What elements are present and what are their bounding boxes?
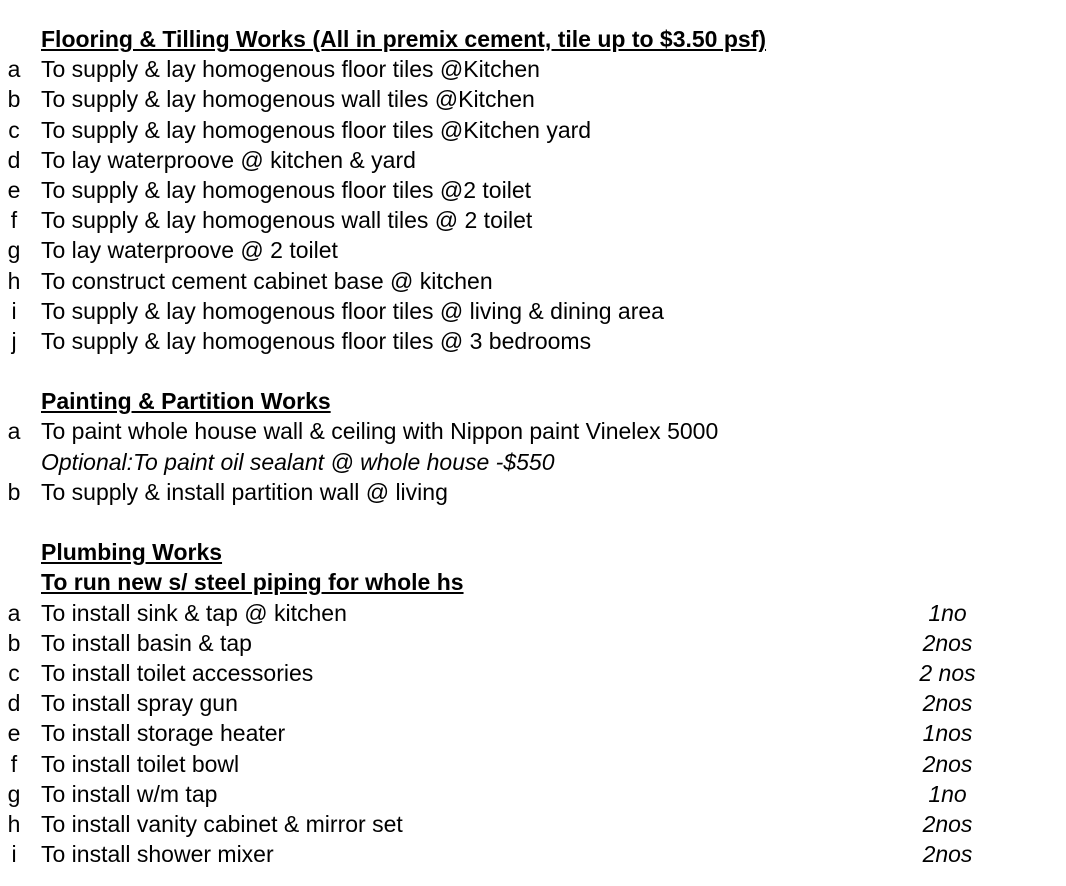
line-item-row bbox=[0, 718, 1066, 748]
item-letter: d bbox=[7, 146, 21, 173]
line-item-row bbox=[0, 235, 1066, 265]
item-letter: e bbox=[7, 720, 21, 747]
item-letter: h bbox=[7, 810, 21, 837]
item-letter: a bbox=[7, 56, 21, 83]
section-heading bbox=[0, 386, 1066, 416]
item-description: To install storage heater bbox=[41, 720, 286, 747]
item-description: To supply & install partition wall @ living bbox=[41, 478, 448, 505]
item-description: To construct cement cabinet base @ kitchen bbox=[41, 267, 493, 294]
painting-partition-section bbox=[0, 386, 1066, 537]
line-item-row bbox=[0, 175, 1066, 205]
item-letter: j bbox=[11, 327, 17, 354]
line-item-row bbox=[0, 84, 1066, 114]
item-quantity: 2nos bbox=[922, 690, 973, 717]
heading-text: Flooring & Tilling Works (All in premix cement, tile up to $3.50 psf) bbox=[41, 26, 767, 52]
item-quantity: 2nos bbox=[922, 810, 973, 837]
line-item-row bbox=[0, 416, 1066, 446]
item-description: Optional:To paint oil sealant @ whole house -$550 bbox=[41, 448, 555, 475]
item-quantity: 2nos bbox=[922, 750, 973, 777]
section-heading bbox=[0, 537, 1066, 567]
item-letter: d bbox=[7, 690, 21, 717]
item-letter: f bbox=[10, 750, 18, 777]
item-description: To supply & lay homogenous floor tiles @ living & dining area bbox=[41, 297, 664, 324]
item-quantity: 2nos bbox=[922, 841, 973, 868]
item-description: To supply & lay homogenous wall tiles @Kitchen bbox=[41, 86, 535, 113]
line-item-row bbox=[0, 598, 1066, 628]
item-letter: e bbox=[7, 176, 21, 203]
item-letter: i bbox=[11, 841, 17, 868]
blank-row bbox=[0, 356, 1066, 386]
line-item-row bbox=[0, 266, 1066, 296]
item-letter: h bbox=[7, 267, 21, 294]
item-letter: c bbox=[8, 116, 20, 143]
line-item-row bbox=[0, 749, 1066, 779]
item-description: To supply & lay homogenous floor tiles @2 toilet bbox=[41, 176, 531, 203]
line-item-row bbox=[0, 326, 1066, 356]
item-description: To install spray gun bbox=[41, 690, 238, 717]
item-letter: g bbox=[7, 780, 21, 807]
item-letter: c bbox=[8, 659, 20, 686]
item-quantity: 1nos bbox=[922, 720, 973, 747]
line-item-row bbox=[0, 628, 1066, 658]
item-description: To install basin & tap bbox=[41, 629, 252, 656]
item-quantity: 1no bbox=[928, 599, 967, 626]
item-letter: b bbox=[7, 86, 21, 113]
line-item-row bbox=[0, 205, 1066, 235]
item-letter: g bbox=[7, 237, 21, 264]
line-item-row bbox=[0, 779, 1066, 809]
item-description: To install vanity cabinet & mirror set bbox=[41, 810, 403, 837]
heading-text: To run new s/ steel piping for whole hs bbox=[41, 569, 464, 596]
line-item-row bbox=[0, 688, 1066, 718]
line-item-row bbox=[0, 145, 1066, 175]
item-description: To lay waterproove @ 2 toilet bbox=[41, 237, 338, 264]
line-item-row bbox=[0, 658, 1066, 688]
item-description: To supply & lay homogenous floor tiles @Kitchen bbox=[41, 56, 540, 83]
item-letter: b bbox=[7, 478, 21, 505]
blank-row bbox=[0, 507, 1066, 537]
item-description: To supply & lay homogenous wall tiles @ 2 toilet bbox=[41, 207, 533, 234]
section-heading bbox=[0, 567, 1066, 597]
item-letter: b bbox=[7, 629, 21, 656]
line-item-row bbox=[0, 296, 1066, 326]
item-description: To install toilet accessories bbox=[41, 659, 314, 686]
plumbing-section bbox=[0, 537, 1066, 869]
item-description: To supply & lay homogenous floor tiles @Kitchen yard bbox=[41, 116, 592, 143]
item-description: To lay waterproove @ kitchen & yard bbox=[41, 146, 416, 173]
heading-text: Painting & Partition Works bbox=[41, 388, 331, 415]
item-quantity: 2 nos bbox=[919, 659, 976, 686]
line-item-row bbox=[0, 477, 1066, 507]
flooring-tiling-section bbox=[0, 24, 1066, 386]
item-letter: i bbox=[11, 297, 17, 324]
item-quantity: 2nos bbox=[922, 629, 973, 656]
item-letter: f bbox=[10, 207, 18, 234]
item-letter: a bbox=[7, 599, 21, 626]
item-description: To install shower mixer bbox=[41, 841, 274, 868]
item-description: To install w/m tap bbox=[41, 780, 218, 807]
heading-text: Plumbing Works bbox=[41, 539, 223, 566]
item-quantity: 1no bbox=[928, 780, 967, 807]
line-item-row bbox=[0, 809, 1066, 839]
section-heading bbox=[0, 24, 1066, 54]
item-letter: a bbox=[7, 418, 21, 445]
optional-note-row bbox=[0, 447, 1066, 477]
item-description: To install toilet bowl bbox=[41, 750, 240, 777]
item-description: To paint whole house wall & ceiling with Nippon paint Vinelex 5000 bbox=[41, 418, 719, 445]
line-item-row bbox=[0, 839, 1066, 869]
item-description: To supply & lay homogenous floor tiles @ 3 bedrooms bbox=[41, 327, 592, 354]
line-item-row bbox=[0, 115, 1066, 145]
line-item-row bbox=[0, 54, 1066, 84]
quotation-sheet bbox=[0, 24, 1066, 869]
item-description: To install sink & tap @ kitchen bbox=[41, 599, 347, 626]
